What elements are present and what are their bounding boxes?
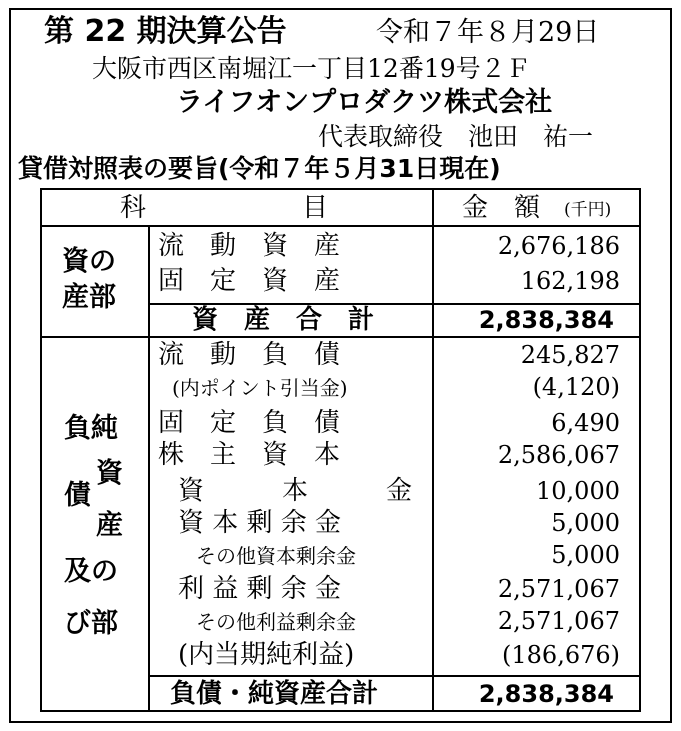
liab-row-label: 利 益 剰 余 金 bbox=[178, 574, 342, 604]
assets-group-label-1: 資の bbox=[62, 246, 116, 277]
liab-row-value: 245,827 bbox=[520, 341, 620, 369]
representative: 代表取締役 池田 祐一 bbox=[318, 122, 594, 151]
asset-row-value: 2,676,186 bbox=[497, 232, 620, 260]
assets-group-label-2: 産部 bbox=[62, 282, 116, 313]
asset-row-value: 162,198 bbox=[520, 267, 620, 295]
liab-row-label: その他資本剰余金 bbox=[196, 544, 356, 568]
liab-group-label-1: 負純 bbox=[64, 413, 118, 444]
notice-title: 第 22 期決算公告 bbox=[44, 14, 287, 49]
liab-row-label: (内当期純利益) bbox=[178, 640, 355, 670]
liab-row-label: 株 主 資 本 bbox=[158, 440, 341, 470]
liab-total-value: 2,838,384 bbox=[478, 680, 614, 708]
liab-row-label: その他利益剰余金 bbox=[196, 610, 356, 634]
company-address: 大阪市西区南堀江一丁目12番19号２Ｆ bbox=[92, 54, 531, 83]
unit-label: (千円) bbox=[564, 200, 612, 220]
liab-total-divider bbox=[148, 675, 641, 677]
liab-group-label-6: び部 bbox=[64, 608, 118, 639]
liab-row-value: 5,000 bbox=[551, 541, 620, 569]
notice-date: 令和７年８月29日 bbox=[376, 17, 600, 48]
company-name: ライフオンプロダクツ株式会社 bbox=[176, 87, 553, 118]
liab-total-label: 負債・純資産合計 bbox=[170, 679, 379, 709]
group-column-divider bbox=[148, 225, 150, 712]
liab-group-label-3: 債 bbox=[64, 480, 91, 511]
column-header-amount: 金 額 bbox=[462, 193, 541, 223]
liab-row-label: 流 動 負 債 bbox=[158, 340, 341, 370]
section-title: 貸借対照表の要旨(令和７年５月31日現在) bbox=[18, 154, 501, 183]
assets-total-label: 資 産 合 計 bbox=[192, 305, 375, 335]
assets-section-divider bbox=[40, 336, 641, 338]
liab-row-label: (内ポイント引当金) bbox=[172, 376, 348, 400]
liab-group-label-2: 資 bbox=[96, 458, 123, 489]
liab-row-value: 2,571,067 bbox=[497, 607, 620, 635]
liab-row-label: 固 定 負 債 bbox=[158, 408, 341, 438]
liab-row-label: 資 本 金 bbox=[178, 476, 413, 506]
liab-row-value: 2,586,067 bbox=[497, 441, 620, 469]
asset-row-label: 固 定 資 産 bbox=[158, 266, 341, 296]
column-header-item: 科 目 bbox=[120, 193, 329, 223]
liab-row-value: (186,676) bbox=[502, 641, 620, 669]
liab-row-label: 資 本 剰 余 金 bbox=[178, 508, 342, 538]
liab-group-label-5: 及の bbox=[64, 556, 118, 587]
liab-row-value: 10,000 bbox=[536, 477, 620, 505]
liab-row-value: (4,120) bbox=[532, 373, 620, 401]
liab-row-value: 6,490 bbox=[551, 409, 620, 437]
header-divider bbox=[40, 225, 641, 227]
liab-row-value: 5,000 bbox=[551, 509, 620, 537]
assets-total-value: 2,838,384 bbox=[478, 306, 614, 334]
liab-group-label-4: 産 bbox=[96, 510, 123, 541]
liab-row-value: 2,571,067 bbox=[497, 575, 620, 603]
asset-row-label: 流 動 資 産 bbox=[158, 231, 341, 261]
